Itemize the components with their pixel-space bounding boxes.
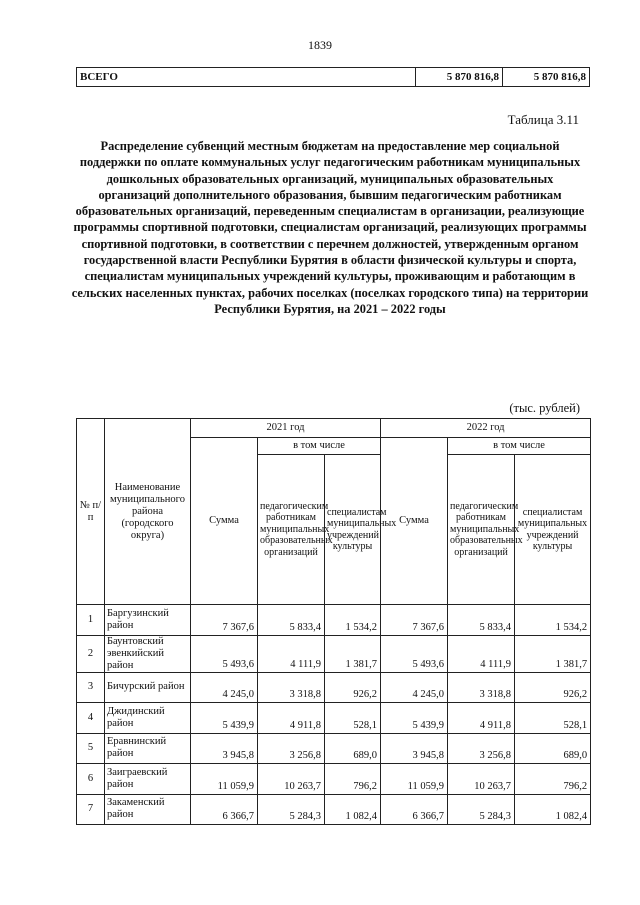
subsidy-table <box>76 418 591 825</box>
row-teachers-2021: 3 256,8 <box>258 733 325 764</box>
row-sum-2021: 7 367,6 <box>191 605 258 636</box>
row-sum-2022: 5 439,9 <box>381 703 448 734</box>
row-culture-2021: 796,2 <box>325 764 381 795</box>
row-culture-2021: 1 381,7 <box>325 635 381 672</box>
table-row <box>77 794 591 825</box>
header-including-2021: в том числе <box>258 438 381 455</box>
row-num: 6 <box>77 764 105 795</box>
row-teachers-2022: 3 318,8 <box>448 672 515 703</box>
header-culture-2021: специалистам муниципальных учреждений культуры <box>325 455 381 605</box>
row-sum-2021: 5 439,9 <box>191 703 258 734</box>
row-culture-2022: 1 381,7 <box>515 635 591 672</box>
row-teachers-2021: 4 911,8 <box>258 703 325 734</box>
row-name: Заиграевский район <box>105 764 191 795</box>
total-value-2022: 5 870 816,8 <box>503 68 590 87</box>
table-row <box>77 672 591 703</box>
unit-note: (тыс. рублей) <box>509 401 580 415</box>
row-sum-2021: 11 059,9 <box>191 764 258 795</box>
row-culture-2021: 1 082,4 <box>325 794 381 825</box>
row-teachers-2022: 10 263,7 <box>448 764 515 795</box>
row-culture-2022: 1 534,2 <box>515 605 591 636</box>
header-year-2022: 2022 год <box>381 419 591 438</box>
table-number: Таблица 3.11 <box>507 112 579 127</box>
header-sum-2022: Сумма <box>381 438 448 605</box>
row-culture-2022: 926,2 <box>515 672 591 703</box>
row-num: 1 <box>77 605 105 636</box>
row-sum-2022: 11 059,9 <box>381 764 448 795</box>
row-name: Баунтовский эвенкийский район <box>105 635 191 672</box>
header-num: № п/п <box>77 419 105 605</box>
row-teachers-2021: 5 833,4 <box>258 605 325 636</box>
header-including-2022: в том числе <box>448 438 591 455</box>
header-row-years <box>77 419 591 438</box>
row-num: 3 <box>77 672 105 703</box>
table-row <box>77 703 591 734</box>
row-teachers-2022: 4 111,9 <box>448 635 515 672</box>
row-sum-2022: 4 245,0 <box>381 672 448 703</box>
total-row <box>77 68 590 87</box>
header-year-2021: 2021 год <box>191 419 381 438</box>
row-teachers-2021: 10 263,7 <box>258 764 325 795</box>
row-teachers-2021: 4 111,9 <box>258 635 325 672</box>
row-sum-2021: 4 245,0 <box>191 672 258 703</box>
row-culture-2021: 528,1 <box>325 703 381 734</box>
row-sum-2021: 6 366,7 <box>191 794 258 825</box>
row-name: Еравнинский район <box>105 733 191 764</box>
total-value-2021: 5 870 816,8 <box>416 68 503 87</box>
row-sum-2022: 5 493,6 <box>381 635 448 672</box>
row-teachers-2022: 5 833,4 <box>448 605 515 636</box>
row-sum-2022: 7 367,6 <box>381 605 448 636</box>
row-name: Джидинский район <box>105 703 191 734</box>
row-name: Бичурский район <box>105 672 191 703</box>
row-name: Баргузинский район <box>105 605 191 636</box>
row-culture-2022: 528,1 <box>515 703 591 734</box>
row-num: 5 <box>77 733 105 764</box>
table-caption: Распределение субвенций местным бюджетам на предоставление мер социальной поддержки по оплате коммунальных услуг педагогическим работникам муниципальных дошкольных образовательных организаций, муниципальных образовательных организаций дополнительного образования, бывшим педагогическим работникам образовательных организаций, переведенным специалистам в организации, реализующие программы спортивной подготовки, специалистам организаций, реализующих программы спортивной подготовки, в соответствии с перечнем должностей, утвержденным органом государственной власти Республики Бурятия в области физической культуры и спорта, специалистам муниципальных учреждений культуры, проживающим и работающим в сельских населенных пунктах, рабочих поселках (поселках городского типа) на территории Республики Бурятия, на 2021 – 2022 годы <box>71 139 589 316</box>
row-culture-2022: 1 082,4 <box>515 794 591 825</box>
row-sum-2022: 3 945,8 <box>381 733 448 764</box>
row-teachers-2022: 4 911,8 <box>448 703 515 734</box>
row-teachers-2021: 5 284,3 <box>258 794 325 825</box>
page-number: 1839 <box>308 38 332 52</box>
header-teachers-2021: педагогическим работникам муниципальных образовательных организаций <box>258 455 325 605</box>
header-sum-2021: Сумма <box>191 438 258 605</box>
header-name: Наименование муниципального района (городского округа) <box>105 419 191 605</box>
table-row <box>77 733 591 764</box>
row-sum-2021: 5 493,6 <box>191 635 258 672</box>
row-culture-2021: 689,0 <box>325 733 381 764</box>
row-num: 2 <box>77 635 105 672</box>
row-culture-2021: 1 534,2 <box>325 605 381 636</box>
row-sum-2022: 6 366,7 <box>381 794 448 825</box>
row-sum-2021: 3 945,8 <box>191 733 258 764</box>
table-row <box>77 764 591 795</box>
row-num: 4 <box>77 703 105 734</box>
table-body <box>77 605 591 825</box>
row-culture-2022: 796,2 <box>515 764 591 795</box>
total-label: ВСЕГО <box>77 68 416 87</box>
header-teachers-2022: педагогическим работникам муниципальных образовательных организаций <box>448 455 515 605</box>
row-teachers-2021: 3 318,8 <box>258 672 325 703</box>
row-num: 7 <box>77 794 105 825</box>
table-row <box>77 635 591 672</box>
row-teachers-2022: 3 256,8 <box>448 733 515 764</box>
row-culture-2022: 689,0 <box>515 733 591 764</box>
total-table <box>76 67 590 87</box>
row-teachers-2022: 5 284,3 <box>448 794 515 825</box>
table-row <box>77 605 591 636</box>
header-culture-2022: специалистам муниципальных учреждений культуры <box>515 455 591 605</box>
row-name: Закаменский район <box>105 794 191 825</box>
row-culture-2021: 926,2 <box>325 672 381 703</box>
